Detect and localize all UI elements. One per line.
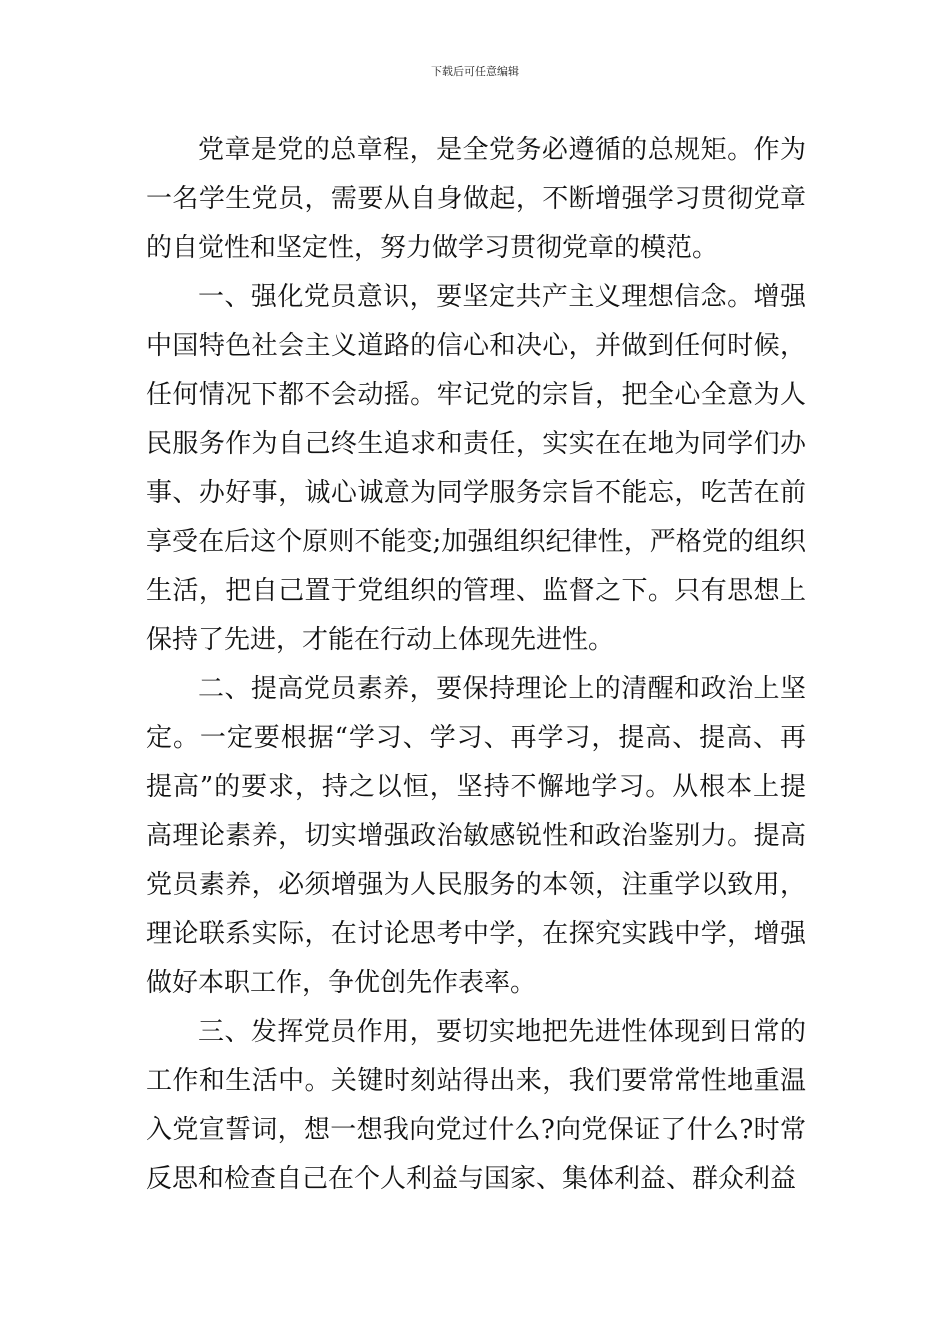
paragraph-intro: 党章是党的总章程，是全党务必遵循的总规矩。作为一名学生党员，需要从自身做起，不断增强学习贯彻党章的自觉性和坚定性，努力做学习贯彻党章的模范。 xyxy=(146,135,806,263)
paragraph-section-1: 一、强化党员意识，要坚定共产主义理想信念。增强中国特色社会主义道路的信心和决心，并做到任何时候，任何情况下都不会动摇。牢记党的宗旨，把全心全意为人民服务作为自己终生追求和责任，实实在在地为同学们办事、办好事，诚心诚意为同学服务宗旨不能忘，吃苦在前享受在后这个原则不能变;加强组织纪律性，严格党的组织生活，把自己置于党组织的管理、监督之下。只有思想上保持了先进，才能在行动上体现先进性。 xyxy=(146,282,806,655)
paragraph-section-2: 二、提高党员素养，要保持理论上的清醒和政治上坚定。一定要根据“学习、学习、再学习，提高、提高、再提高”的要求，持之以恒，坚持不懈地学习。从根本上提高理论素养，切实增强政治敏感锐性和政治鉴别力。提高党员素养，必须增强为人民服务的本领，注重学以致用，理论联系实际，在讨论思考中学，在探究实践中学，增强做好本职工作，争优创先作表率。 xyxy=(146,674,806,998)
document-body xyxy=(146,126,806,1204)
paragraph-section-3: 三、发挥党员作用，要切实地把先进性体现到日常的工作和生活中。关键时刻站得出来，我们要常常性地重温入党宣誓词，想一想我向党过什么?向党保证了什么?时常反思和检查自己在个人利益与国家、集体利益、群众利益 xyxy=(146,1017,806,1194)
page-header: 下载后可任意编辑 xyxy=(431,65,519,78)
